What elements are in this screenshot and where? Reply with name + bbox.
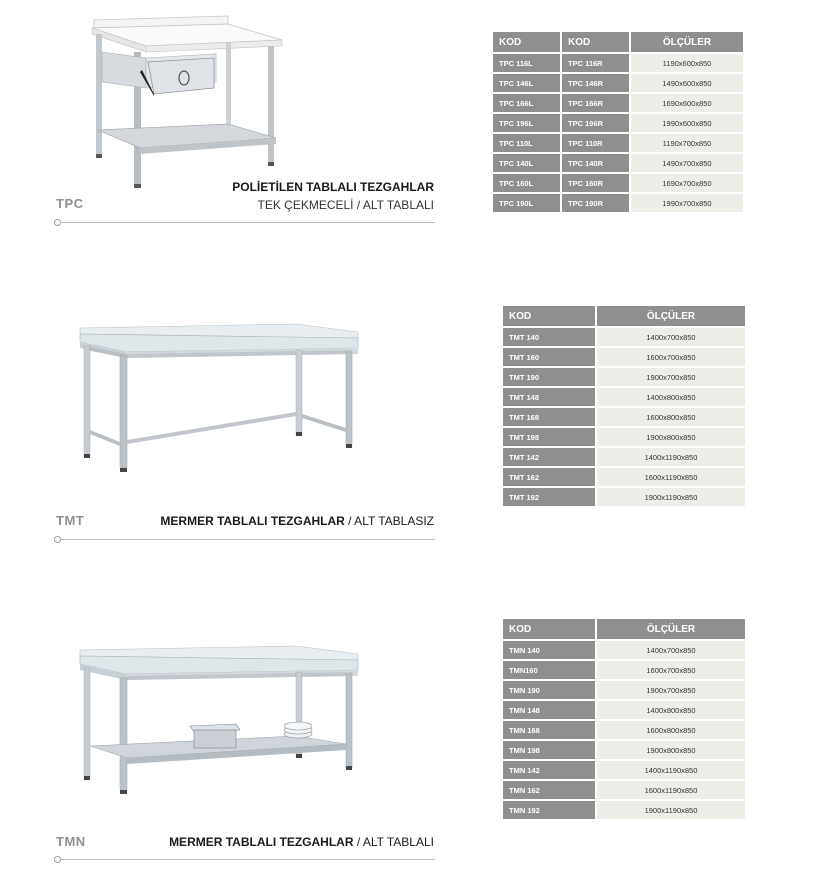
table-cell: 1990x600x850	[631, 114, 745, 134]
section-divider	[58, 859, 435, 860]
table-cell: TMT 192	[503, 488, 597, 508]
table-cell: 1190x700x850	[631, 134, 745, 154]
section-divider	[58, 222, 435, 223]
table-cell: 1900x1190x850	[597, 488, 747, 508]
table-row	[503, 488, 747, 508]
column-header: ÖLÇÜLER	[631, 32, 745, 54]
tmn-spec-table	[503, 619, 747, 821]
section-code: TMT	[56, 513, 85, 528]
table-cell: 1400x800x850	[597, 701, 747, 721]
section-title-bold: MERMER TABLALI TEZGAHLAR	[169, 835, 354, 849]
table-row	[503, 428, 747, 448]
table-header-row	[503, 306, 747, 328]
section-code: TMN	[56, 834, 86, 849]
table-cell: 1600x1190x850	[597, 781, 747, 801]
section-title-rest: / ALT TABLASIZ	[344, 514, 434, 528]
table-row	[503, 721, 747, 741]
table-cell: 1600x700x850	[597, 348, 747, 368]
section-title-rest: / ALT TABLALI	[353, 835, 434, 849]
tpc-spec-table	[493, 32, 745, 214]
table-cell: TPC 190R	[562, 194, 631, 214]
divider-dot	[54, 536, 61, 543]
table-cell: TMT 140	[503, 328, 597, 348]
table-cell: TPC 140R	[562, 154, 631, 174]
divider-dot	[54, 856, 61, 863]
table-cell: TMT 162	[503, 468, 597, 488]
tmn-workbench-image	[76, 640, 364, 798]
column-header: KOD	[562, 32, 631, 54]
section-divider	[58, 539, 435, 540]
table-header-row	[493, 32, 745, 54]
table-cell: 1900x1190x850	[597, 801, 747, 821]
section-title-bold: MERMER TABLALI TEZGAHLAR	[160, 514, 345, 528]
table-cell: 1990x700x850	[631, 194, 745, 214]
table-cell: TPC 160L	[493, 174, 562, 194]
table-cell: TMT 168	[503, 408, 597, 428]
table-header-row	[503, 619, 747, 641]
column-header: ÖLÇÜLER	[597, 306, 747, 328]
table-row	[493, 54, 745, 74]
table-row	[503, 368, 747, 388]
table-cell: TMN 142	[503, 761, 597, 781]
table-cell: 1600x1190x850	[597, 468, 747, 488]
table-cell: 1600x800x850	[597, 408, 747, 428]
table-cell: TMN 162	[503, 781, 597, 801]
table-cell: TMN 148	[503, 701, 597, 721]
divider-dot	[54, 219, 61, 226]
table-cell: 1400x700x850	[597, 641, 747, 661]
table-cell: TMN160	[503, 661, 597, 681]
table-row	[493, 94, 745, 114]
table-cell: TMN 140	[503, 641, 597, 661]
table-row	[503, 328, 747, 348]
table-cell: TMT 148	[503, 388, 597, 408]
table-cell: 1900x700x850	[597, 681, 747, 701]
table-row	[493, 194, 745, 214]
table-cell: TPC 110L	[493, 134, 562, 154]
table-cell: 1400x800x850	[597, 388, 747, 408]
column-header: KOD	[493, 32, 562, 54]
table-cell: TPC 140L	[493, 154, 562, 174]
table-cell: TMN 198	[503, 741, 597, 761]
column-header: ÖLÇÜLER	[597, 619, 747, 641]
table-row	[503, 741, 747, 761]
table-row	[493, 74, 745, 94]
table-row	[503, 781, 747, 801]
table-row	[503, 641, 747, 661]
table-cell: 1690x700x850	[631, 174, 745, 194]
table-row	[503, 408, 747, 428]
table-row	[493, 114, 745, 134]
table-cell: TPC 196L	[493, 114, 562, 134]
table-row	[503, 468, 747, 488]
table-cell: TMN 190	[503, 681, 597, 701]
table-cell: 1900x800x850	[597, 428, 747, 448]
table-cell: TMN 168	[503, 721, 597, 741]
table-cell: 1690x600x850	[631, 94, 745, 114]
table-cell: TPC 110R	[562, 134, 631, 154]
table-cell: 1190x600x850	[631, 54, 745, 74]
table-cell: TPC 116R	[562, 54, 631, 74]
table-row	[493, 174, 745, 194]
table-row	[503, 801, 747, 821]
table-cell: TMT 190	[503, 368, 597, 388]
section-title	[160, 514, 434, 528]
table-row	[503, 701, 747, 721]
table-row	[503, 661, 747, 681]
table-cell: 1900x800x850	[597, 741, 747, 761]
table-cell: 1600x800x850	[597, 721, 747, 741]
table-cell: TPC 196R	[562, 114, 631, 134]
table-cell: TMT 198	[503, 428, 597, 448]
table-cell: TMN 192	[503, 801, 597, 821]
section-title-bold: POLİETİLEN TABLALI TEZGAHLAR	[232, 180, 434, 194]
table-cell: TPC 146R	[562, 74, 631, 94]
table-cell: 1600x700x850	[597, 661, 747, 681]
section-code: TPC	[56, 196, 84, 211]
table-cell: TPC 166L	[493, 94, 562, 114]
column-header: KOD	[503, 306, 597, 328]
table-cell: TPC 166R	[562, 94, 631, 114]
table-row	[503, 388, 747, 408]
table-row	[503, 448, 747, 468]
column-header: KOD	[503, 619, 597, 641]
table-row	[493, 134, 745, 154]
table-cell: 1490x700x850	[631, 154, 745, 174]
table-row	[503, 348, 747, 368]
table-cell: TPC 160R	[562, 174, 631, 194]
tmt-spec-table	[503, 306, 747, 508]
table-cell: 1900x700x850	[597, 368, 747, 388]
table-cell: 1400x1190x850	[597, 761, 747, 781]
table-row	[493, 154, 745, 174]
table-cell: 1400x1190x850	[597, 448, 747, 468]
tpc-workbench-image	[88, 12, 288, 190]
table-cell: TPC 116L	[493, 54, 562, 74]
table-row	[503, 681, 747, 701]
table-row	[503, 761, 747, 781]
section-subtitle: TEK ÇEKMECELİ / ALT TABLALI	[257, 198, 434, 212]
tmt-workbench-image	[76, 318, 364, 476]
table-cell: 1400x700x850	[597, 328, 747, 348]
section-title	[232, 180, 434, 194]
table-cell: TMT 142	[503, 448, 597, 468]
table-cell: 1490x600x850	[631, 74, 745, 94]
table-cell: TPC 146L	[493, 74, 562, 94]
table-cell: TMT 160	[503, 348, 597, 368]
table-cell: TPC 190L	[493, 194, 562, 214]
section-title	[169, 835, 434, 849]
